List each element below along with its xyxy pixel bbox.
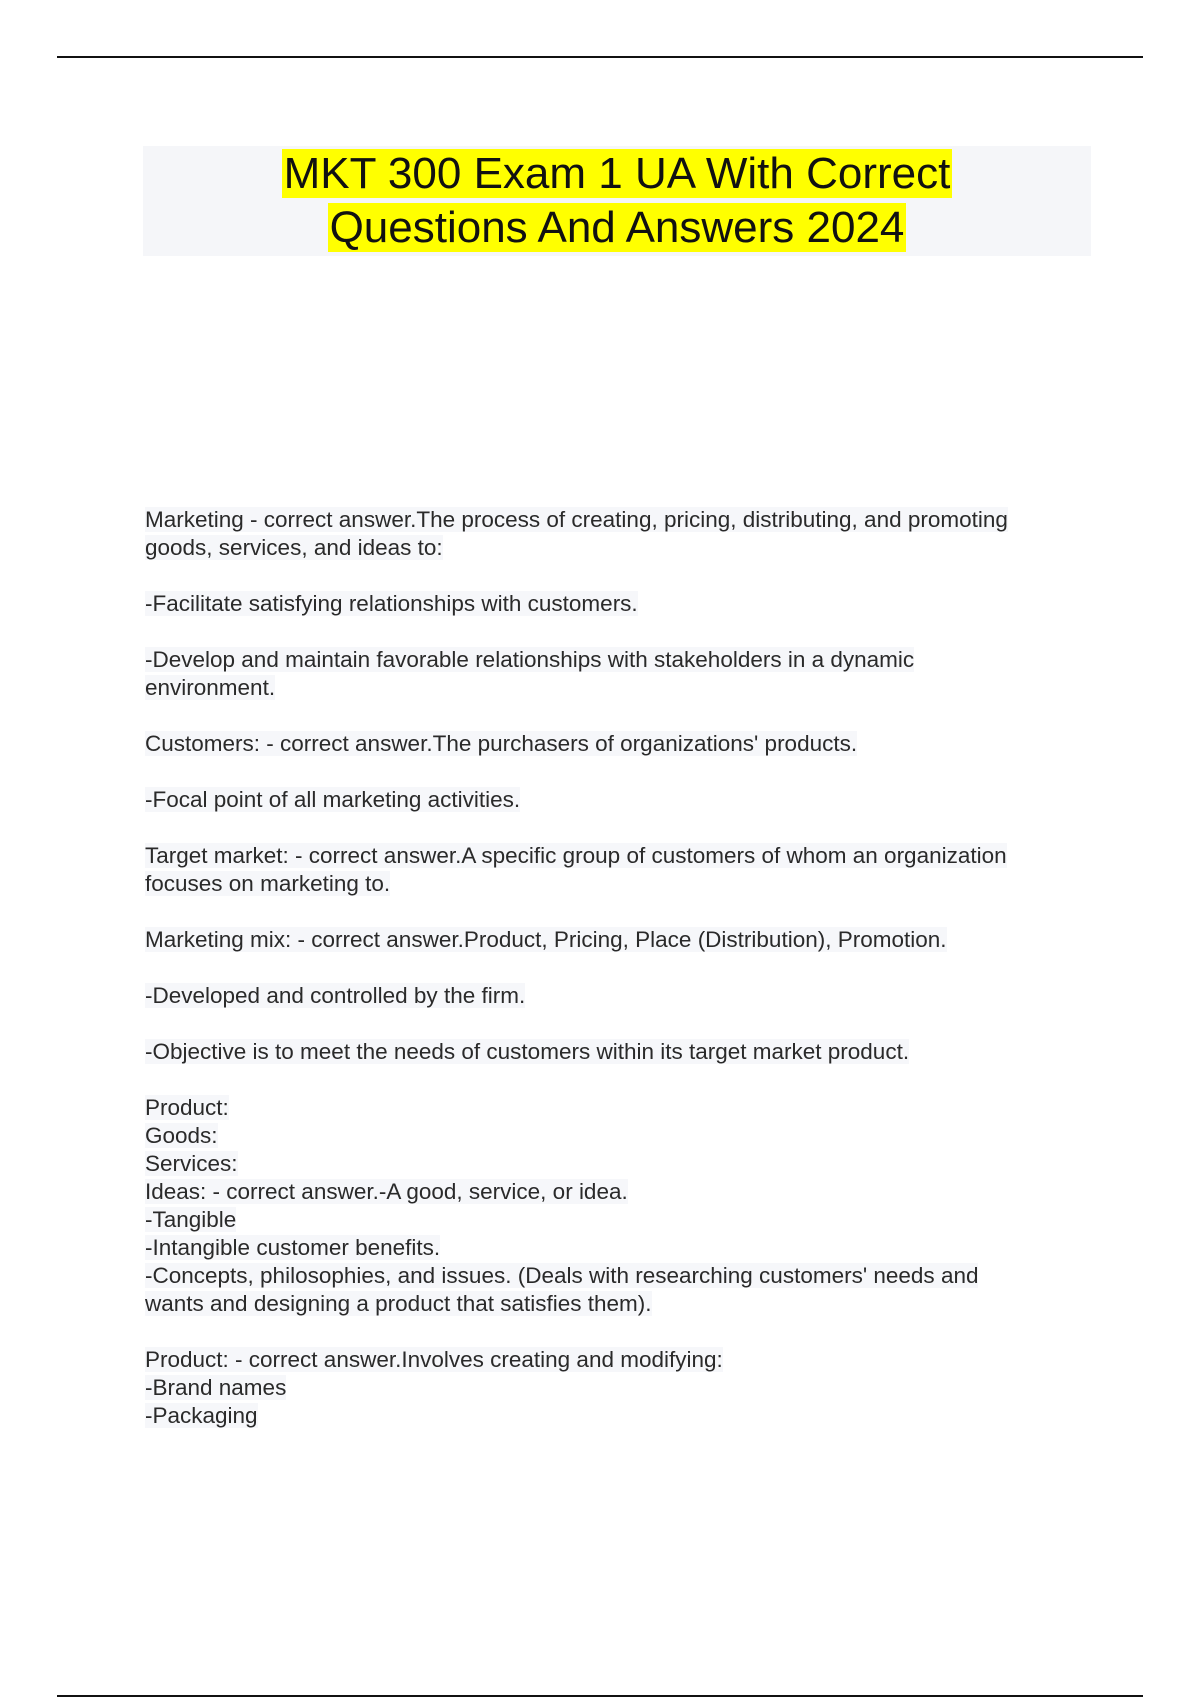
text-line-content: Product: bbox=[145, 1095, 229, 1120]
text-line bbox=[145, 982, 1085, 1010]
text-line-content: Marketing mix: - correct answer.Product, Pricing, Place (Distribution), Promotion. bbox=[145, 927, 947, 952]
qa-paragraph bbox=[145, 982, 1085, 1010]
qa-paragraph bbox=[145, 842, 1085, 898]
qa-paragraph bbox=[145, 730, 1085, 758]
text-line-content: -Tangible bbox=[145, 1207, 237, 1232]
title-line-2: Questions And Answers 2024 bbox=[329, 203, 905, 252]
text-line bbox=[145, 1346, 1085, 1374]
qa-paragraph bbox=[145, 646, 1085, 702]
text-line-content: Goods: bbox=[145, 1123, 218, 1148]
text-line-content: -Intangible customer benefits. bbox=[145, 1235, 441, 1260]
text-line bbox=[145, 1094, 1085, 1122]
text-line bbox=[145, 674, 1085, 702]
text-line bbox=[145, 842, 1085, 870]
text-line-content: Target market: - correct answer.A specific group of customers of whom an organization bbox=[145, 843, 1007, 868]
text-line bbox=[145, 590, 1085, 618]
text-line-content: Product: - correct answer.Involves creating and modifying: bbox=[145, 1347, 723, 1372]
text-line bbox=[145, 1206, 1085, 1234]
text-line bbox=[145, 926, 1085, 954]
document-title bbox=[282, 147, 953, 255]
text-line-content: wants and designing a product that satisfies them). bbox=[145, 1291, 652, 1316]
text-line bbox=[145, 1150, 1085, 1178]
text-line-content: -Objective is to meet the needs of customers within its target market product. bbox=[145, 1039, 910, 1064]
text-line-content: goods, services, and ideas to: bbox=[145, 535, 443, 560]
title-line-1: MKT 300 Exam 1 UA With Correct bbox=[283, 149, 951, 198]
text-line-content: focuses on marketing to. bbox=[145, 871, 391, 896]
text-line-content: -Concepts, philosophies, and issues. (Deals with researching customers' needs and bbox=[145, 1263, 979, 1288]
text-line bbox=[145, 534, 1085, 562]
bottom-rule bbox=[57, 1695, 1143, 1697]
text-line bbox=[145, 646, 1085, 674]
text-line-content: -Developed and controlled by the firm. bbox=[145, 983, 526, 1008]
text-line bbox=[145, 730, 1085, 758]
qa-paragraph bbox=[145, 590, 1085, 618]
document-body bbox=[145, 506, 1085, 1458]
text-line bbox=[145, 1374, 1085, 1402]
text-line-content: Ideas: - correct answer.-A good, service, or idea. bbox=[145, 1179, 628, 1204]
qa-paragraph bbox=[145, 926, 1085, 954]
text-line bbox=[145, 1290, 1085, 1318]
qa-paragraph bbox=[145, 1038, 1085, 1066]
qa-paragraph bbox=[145, 1094, 1085, 1318]
text-line bbox=[145, 1262, 1085, 1290]
text-line-content: -Facilitate satisfying relationships with customers. bbox=[145, 591, 638, 616]
text-line-content: -Packaging bbox=[145, 1403, 258, 1428]
text-line-content: Customers: - correct answer.The purchasers of organizations' products. bbox=[145, 731, 858, 756]
text-line-content: Services: bbox=[145, 1151, 238, 1176]
top-rule bbox=[57, 56, 1143, 58]
text-line bbox=[145, 506, 1085, 534]
qa-paragraph bbox=[145, 506, 1085, 562]
text-line bbox=[145, 870, 1085, 898]
text-line bbox=[145, 1038, 1085, 1066]
text-line bbox=[145, 1402, 1085, 1430]
text-line-content: -Develop and maintain favorable relationships with stakeholders in a dynamic bbox=[145, 647, 915, 672]
text-line bbox=[145, 1234, 1085, 1262]
text-line bbox=[145, 786, 1085, 814]
text-line-content: -Focal point of all marketing activities. bbox=[145, 787, 521, 812]
qa-paragraph bbox=[145, 786, 1085, 814]
title-banner bbox=[143, 146, 1091, 256]
text-line-content: Marketing - correct answer.The process of creating, pricing, distributing, and promoting bbox=[145, 507, 1008, 532]
text-line bbox=[145, 1122, 1085, 1150]
qa-paragraph bbox=[145, 1346, 1085, 1430]
text-line-content: -Brand names bbox=[145, 1375, 287, 1400]
text-line-content: environment. bbox=[145, 675, 276, 700]
text-line bbox=[145, 1178, 1085, 1206]
